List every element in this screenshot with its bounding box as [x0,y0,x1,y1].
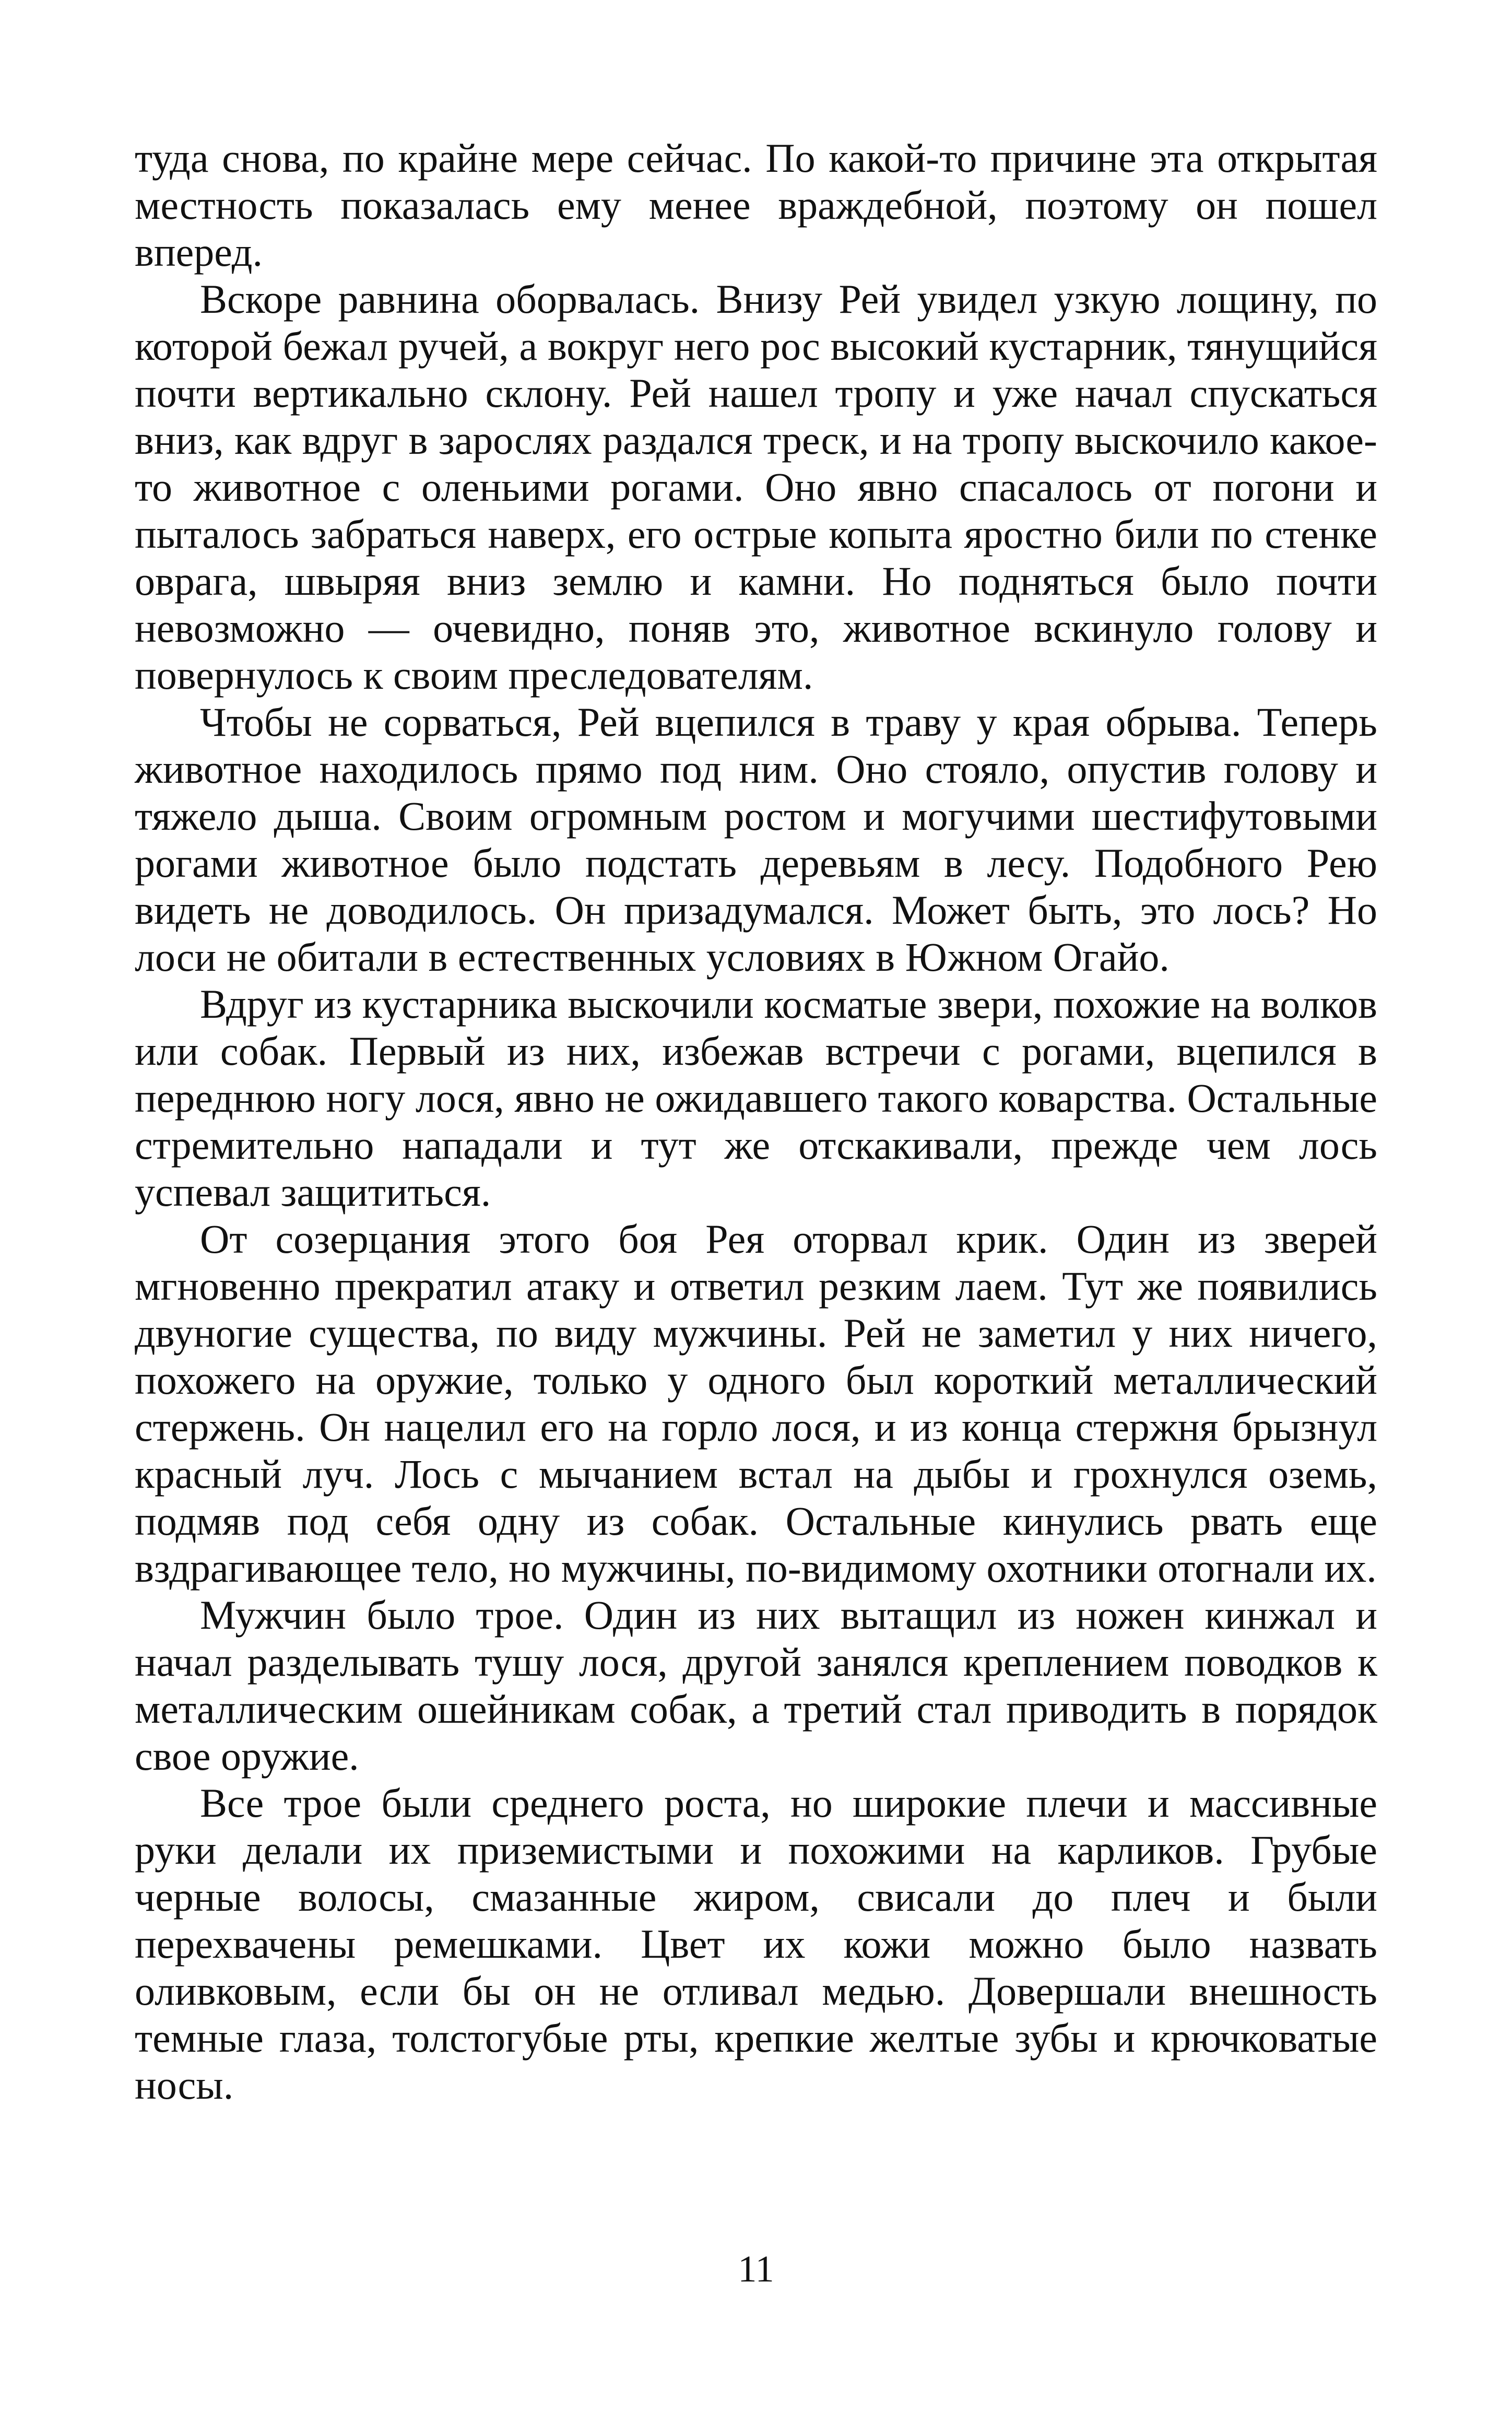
paragraph-3: Чтобы не сорваться, Рей вцепился в траву у края обрыва. Теперь животное находилось прямо под ним. Оно стояло, опустив голову и тяжело дыша. Своим огромным ростом и могучими шестифутовыми рогами животное было подстать деревьям в лесу. Подобного Рею видеть не доводилось. Он призадумался. Может быть, это лось? Но лоси не обитали в естественных условиях в Южном Огайо. [135,699,1377,980]
paragraph-6: Мужчин было трое. Один из них вытащил из ножен кинжал и начал разделывать тушу лося, другой занялся креплением поводков к металлическим ошейникам собак, а третий стал приводить в порядок свое оружие. [135,1592,1377,1779]
paragraph-2: Вскоре равнина оборвалась. Внизу Рей увидел узкую лощину, по которой бежал ручей, а вокруг него рос высокий кустарник, тянущийся почти вертикально склону. Рей нашел тропу и уже начал спускаться вниз, как вдруг в зарослях раздался треск, и на тропу выскочило какое-то животное с оленьими рогами. Оно явно спасалось от погони и пыталось забраться наверх, его острые копыта яростно били по стенке оврага, швыряя вниз землю и камни. Но подняться было почти невозможно — очевидно, поняв это, животное вскинуло голову и повернулось к своим преследователям. [135,276,1377,698]
paragraph-1: туда снова, по крайне мере сейчас. По какой-то причине эта открытая местность показалась ему менее враждебной, поэтому он пошел вперед. [135,135,1377,275]
paragraph-4: Вдруг из кустарника выскочили косматые звери, похожие на волков или собак. Первый из них, избежав встречи с рогами, вцепился в переднюю ногу лося, явно не ожидавшего такого коварства. Остальные стремительно нападали и тут же отскакивали, прежде чем лось успевал защититься. [135,981,1377,1215]
page-number: 11 [738,2248,774,2290]
paragraph-7: Все трое были среднего роста, но широкие плечи и массивные руки делали их приземистыми и похожими на карликов. Грубые черные волосы, смазанные жиром, свисали до плеч и были перехвачены ремешками. Цвет их кожи можно было назвать оливковым, если бы он не отливал медью. Довершали внешность темные глаза, толстогубые рты, крепкие желтые зубы и крючковатые носы. [135,1780,1377,2108]
page-text [135,135,1377,2109]
paragraph-5: От созерцания этого боя Рея оторвал крик. Один из зверей мгновенно прекратил атаку и ответил резким лаем. Тут же появились двуногие существа, по виду мужчины. Рей не заметил у них ничего, похожего на оружие, только у одного был короткий металлический стержень. Он нацелил его на горло лося, и из конца стержня брызнул красный луч. Лось с мычанием встал на дыбы и грохнулся оземь, подмяв под себя одну из собак. Остальные кинулись рвать еще вздрагивающее тело, но мужчины, по-видимому охотники отогнали их. [135,1216,1377,1591]
